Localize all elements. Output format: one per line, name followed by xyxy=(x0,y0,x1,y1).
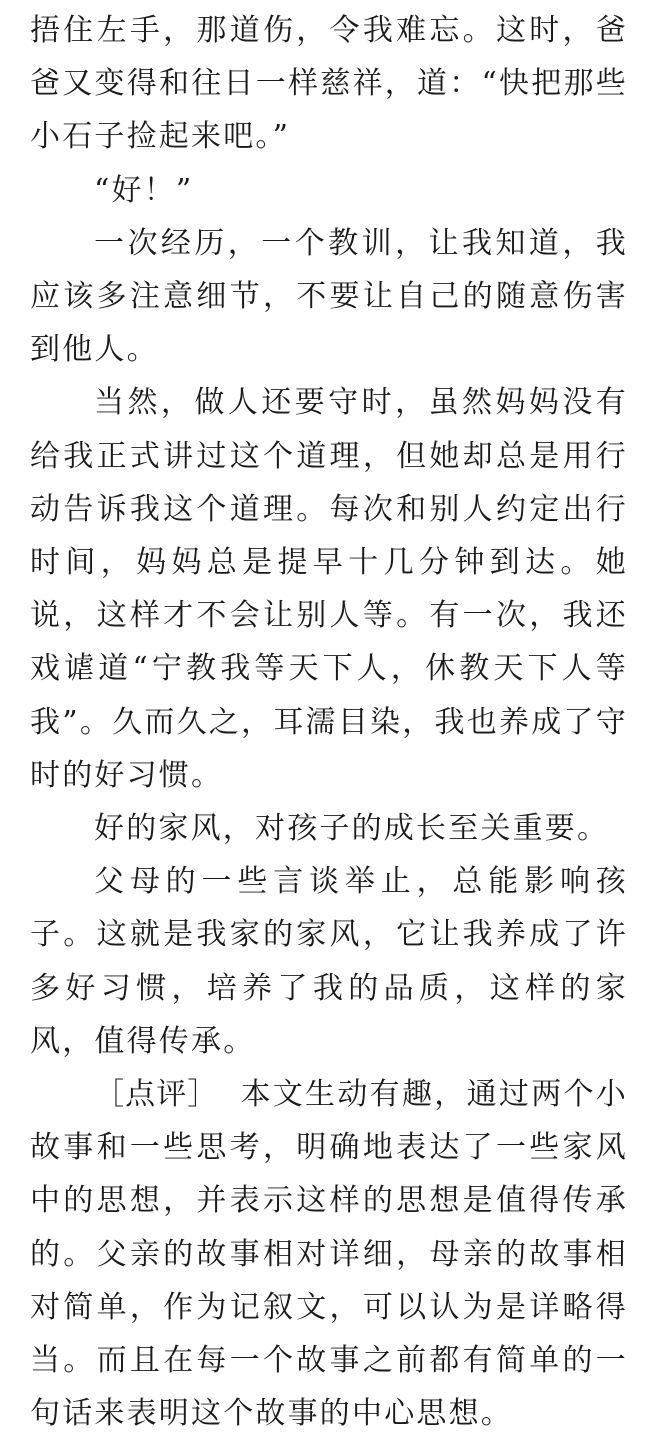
paragraph-3: 一次经历，一个教训，让我知道，我应该多注意细节，不要让自己的随意伤害到他人。 xyxy=(30,225,628,368)
paragraph-1: 捂住左手，那道伤，令我难忘。这时，爸爸又变得和往日一样慈祥，道：“快把那些小石子捡起来吧。” xyxy=(30,13,628,155)
comment-text: 本文生动有趣，通过两个小故事和一些思考，明确地表达了一些家风中的思想，并表示这样的思想是值得传承的。父亲的故事相对详细，母亲的故事相对简单，作为记叙文，可以认为是详略得当。而且在每一个故事之前都有简单的一句话来表明这个故事的中心思想。 xyxy=(30,1077,629,1432)
comment-tag: ［点评］ xyxy=(94,1077,219,1113)
paragraph-2: “好！” xyxy=(94,172,194,208)
comment-paragraph xyxy=(30,1068,628,1440)
paragraph-6: 父母的一些言谈举止，总能影响孩子。这就是我家的家风，它让我养成了许多好习惯，培养了我的品质，这样的家风，值得传承。 xyxy=(30,864,628,1059)
paragraph-4: 当然，做人还要守时，虽然妈妈没有给我正式讲过这个道理，但她却总是用行动告诉我这个道理。每次和别人约定出行时间，妈妈总是提早十几分钟到达。她说，这样才不会让别人等。有一次，我还戏谑道“宁教我等天下人，休教天下人等我”。久而久之，耳濡目染，我也养成了守时的好习惯。 xyxy=(30,385,628,793)
paragraph-5: 好的家风，对孩子的成长至关重要。 xyxy=(94,811,610,847)
